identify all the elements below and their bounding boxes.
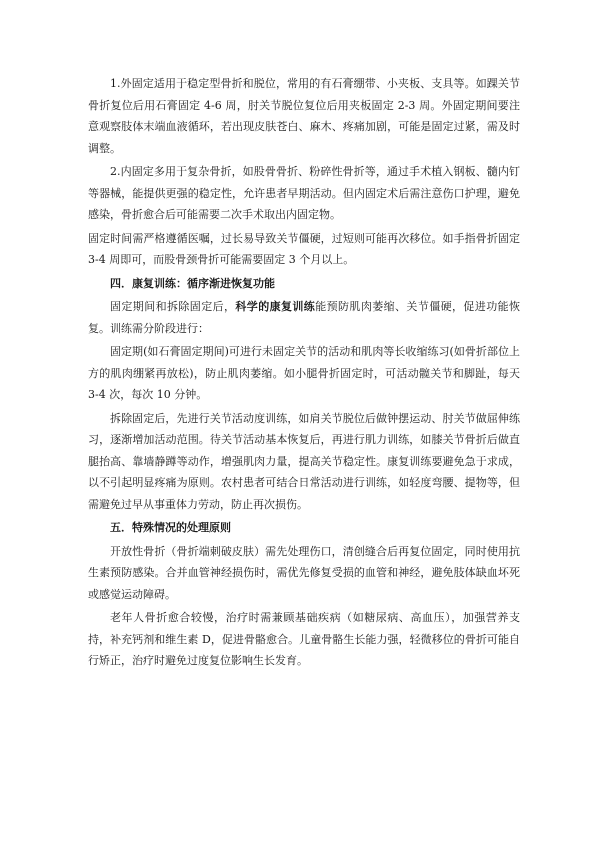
paragraph-fixation-period-training: 固定期(如石膏固定期间)可进行未固定关节的活动和肌肉等长收缩练习(如骨折部位上方的肌肉绷紧再放松)，防止肌肉萎缩。如小腿骨折固定时，可活动髋关节和脚趾，每天 3-4 次，每次 10 分钟。 — [88, 345, 520, 401]
paragraph-elderly-children: 老年人骨折愈合较慢，治疗时需兼顾基础疾病（如糖尿病、高血压），加强营养支持，补充钙剂和维生素 D，促进骨骼愈合。儿童骨骼生长能力强，轻微移位的骨折可能自行矫正，治疗时避免过度复位影响生长发育。 — [88, 611, 520, 667]
paragraph-internal-fixation: 2.内固定多用于复杂骨折，如股骨骨折、粉碎性骨折等，通过手术植入钢板、髓内钉等器械，能提供更强的稳定性，允许患者早期活动。但内固定术后需注意伤口护理，避免感染，骨折愈合后可能需要二次手术取出内固定物。 — [88, 165, 520, 221]
paragraph-post-removal-training: 拆除固定后，先进行关节活动度训练，如肩关节脱位后做钟摆运动、肘关节做屈伸练习，逐渐增加活动范围。待关节活动基本恢复后，再进行肌力训练，如膝关节骨折后做直腿抬高、靠墙静蹲等动作，增强肌肉力量，提高关节稳定性。康复训练要避免急于求成，以不引起明显疼痛为原则。农村患者可结合日常活动进行训练，如轻度弯腰、提物等，但需避免过早从事重体力劳动，防止再次损伤。 — [88, 411, 520, 511]
paragraph-rehab-intro — [88, 296, 520, 339]
paragraph-open-fracture: 开放性骨折（骨折端刺破皮肤）需先处理伤口，清创缝合后再复位固定，同时使用抗生素预防感染。合并血管神经损伤时，需优先修复受损的血管和神经，避免肢体缺血坏死或感觉运动障碍。 — [88, 544, 520, 601]
section-heading-special-cases: 五．特殊情况的处理原则 — [110, 521, 231, 534]
section-heading-rehabilitation: 四．康复训练：循序渐进恢复功能 — [110, 276, 275, 290]
paragraph-fixation-duration: 固定时间需严格遵循医嘱，过长易导致关节僵硬，过短则可能再次移位。如手指骨折固定 3-4 周即可，而股骨颈骨折可能需要固定 3 个月以上。 — [88, 231, 520, 266]
rehab-intro-text-post: 能预防肌肉萎缩、关节僵硬，促进功能恢复。训练需分阶段进行： — [88, 300, 521, 335]
rehab-intro-bold-text: 科学的康复训练 — [235, 300, 316, 313]
document-page — [88, 73, 520, 674]
rehab-intro-text-pre: 固定期间和拆除固定后， — [110, 300, 236, 313]
paragraph-external-fixation: 1.外固定适用于稳定型骨折和脱位，常用的有石膏绷带、小夹板、支具等。如踝关节骨折复位后用石膏固定 4-6 周，肘关节脱位复位后用夹板固定 2-3 周。外固定期间要注意观察肢体末端血液循环，若出现皮肤苍白、麻木、疼痛加剧，可能是固定过紧，需及时调整。 — [88, 77, 520, 155]
